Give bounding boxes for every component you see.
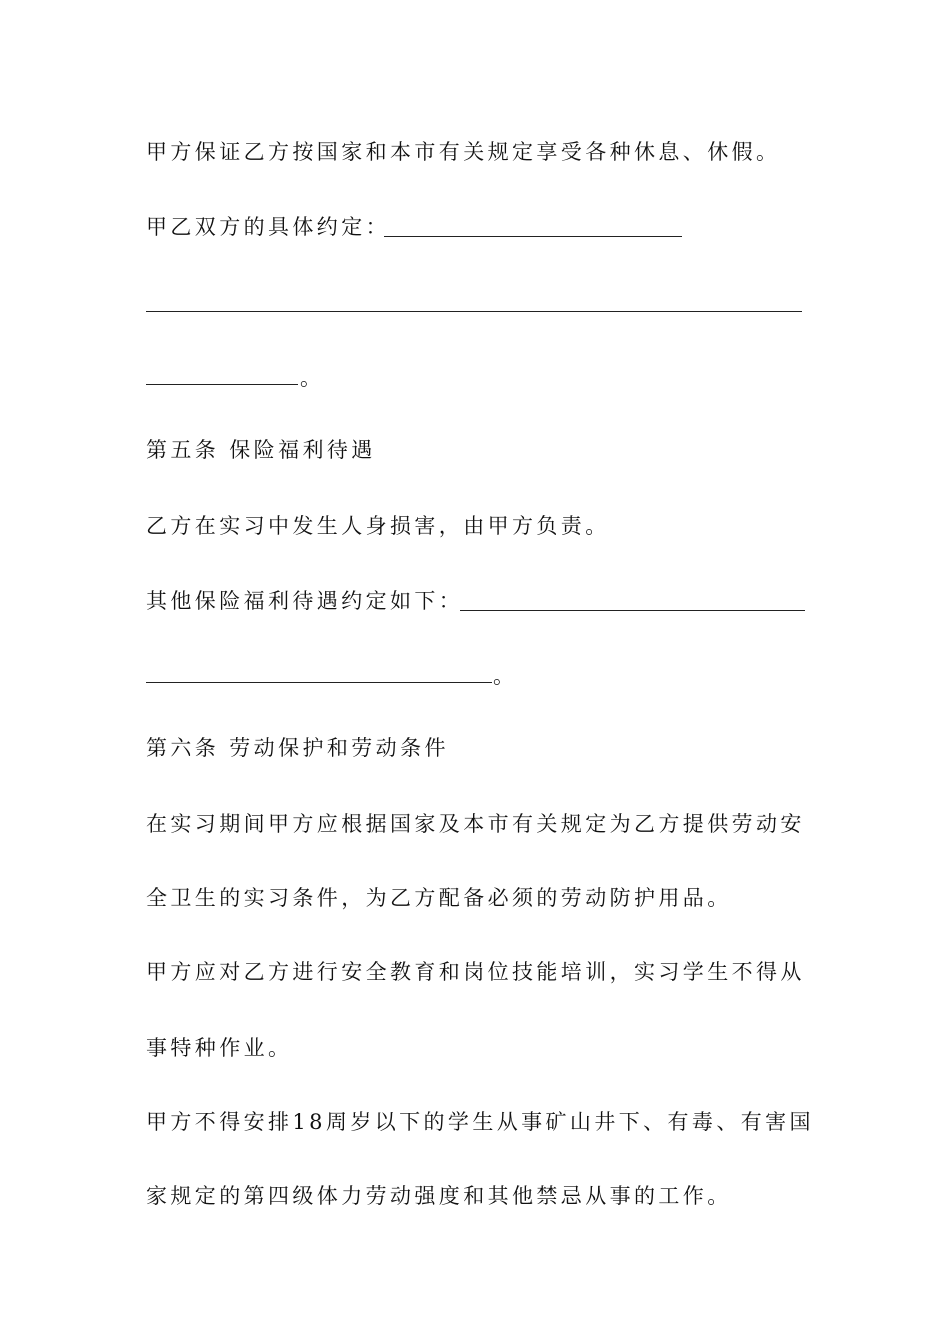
paragraph-safety-training-line1: 甲方应对乙方进行安全教育和岗位技能培训，实习学生不得从 [146, 960, 805, 984]
period-mark-2: 。 [493, 664, 514, 688]
paragraph-minor-restriction-line1: 甲方不得安排18周岁以下的学生从事矿山井下、有毒、有害国 [146, 1110, 814, 1134]
article-five-heading: 第五条 保险福利待遇 [146, 438, 376, 462]
paragraph-labor-conditions-line1: 在实习期间甲方应根据国家及本市有关规定为乙方提供劳动安 [146, 812, 805, 836]
paragraph-safety-training-line2: 事特种作业。 [146, 1036, 293, 1060]
paragraph-injury-responsibility: 乙方在实习中发生人身损害，由甲方负责。 [146, 514, 610, 538]
blank-line-agreement-3 [146, 384, 298, 385]
blank-line-welfare-1 [460, 610, 805, 611]
period-mark-1: 。 [300, 366, 321, 390]
paragraph-labor-conditions-line2: 全卫生的实习条件，为乙方配备必须的劳动防护用品。 [146, 886, 732, 910]
paragraph-rest-leave: 甲方保证乙方按国家和本市有关规定享受各种休息、休假。 [146, 140, 781, 164]
other-welfare-label: 其他保险福利待遇约定如下： [146, 589, 464, 613]
blank-line-welfare-2 [146, 682, 492, 683]
blank-line-agreement-1 [384, 236, 682, 237]
paragraph-minor-restriction-line2: 家规定的第四级体力劳动强度和其他禁忌从事的工作。 [146, 1184, 732, 1208]
blank-line-agreement-2 [146, 311, 802, 312]
specific-agreement-label: 甲乙双方的具体约定： [146, 215, 390, 239]
article-six-heading: 第六条 劳动保护和劳动条件 [146, 736, 449, 760]
